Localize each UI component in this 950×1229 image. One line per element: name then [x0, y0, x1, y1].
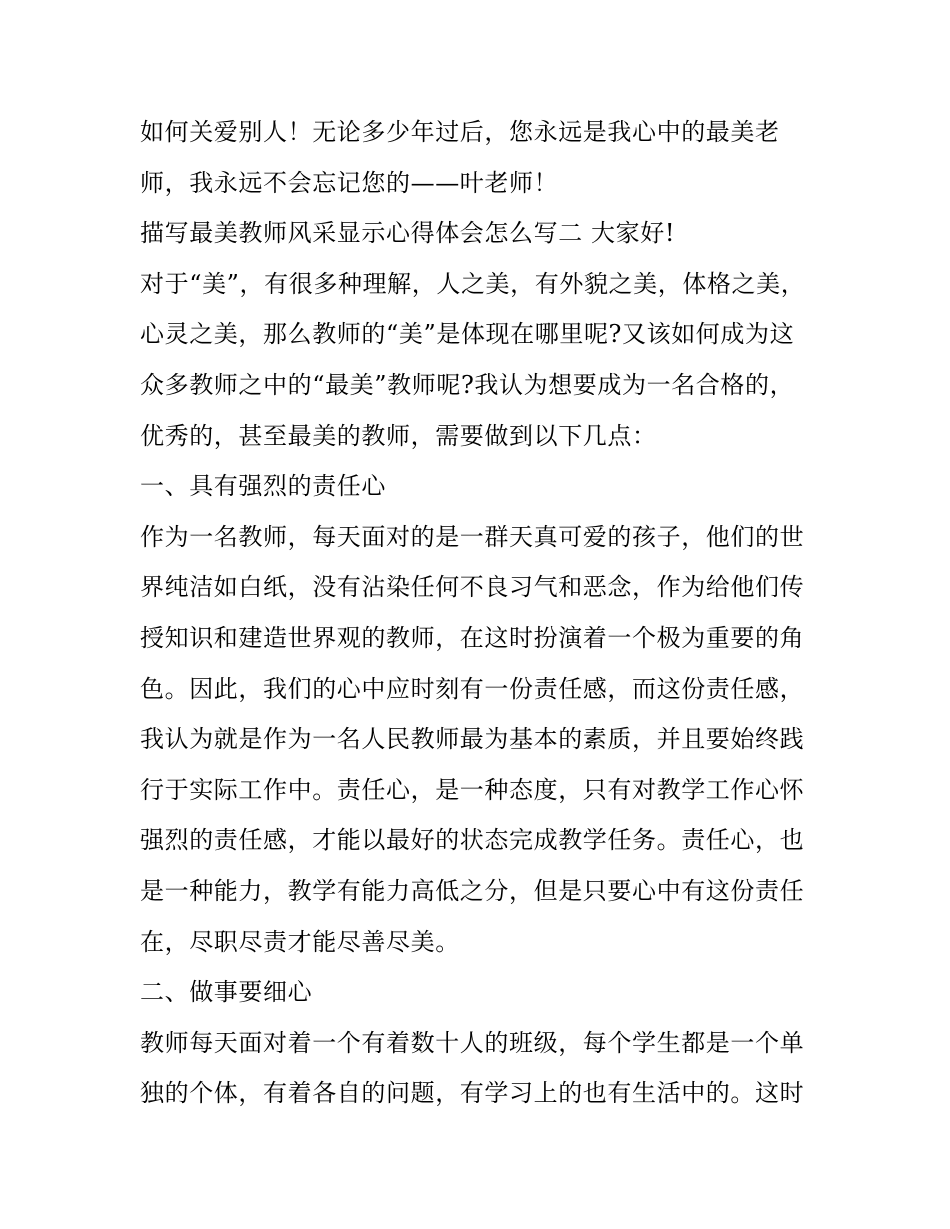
text-line: 众多教师之中的“最美”教师呢?我认为想要成为一名合格的，	[140, 370, 795, 399]
document-body	[140, 107, 820, 1119]
text-line: 师，我永远不会忘记您的——叶老师！	[140, 168, 559, 197]
text-line: 我认为就是作为一名人民教师最为基本的素质，并且要始终践	[140, 725, 805, 754]
text-line: 作为一名教师，每天面对的是一群天真可爱的孩子，他们的世	[140, 522, 805, 551]
text-line: 如何关爱别人！无论多少年过后，您永远是我心中的最美老	[140, 118, 780, 146]
text-line: 优秀的，甚至最美的教师，需要做到以下几点：	[140, 421, 657, 450]
text-line: 是一种能力，教学有能力高低之分，但是只要心中有这份责任	[140, 876, 805, 905]
section-heading: 一、具有强烈的责任心	[140, 472, 386, 501]
section-heading: 描写最美教师风采显示心得体会怎么写二 大家好!	[140, 219, 676, 248]
section-heading: 二、做事要细心	[140, 978, 313, 1007]
text-line: 对于“美”，有很多种理解，人之美，有外貌之美，体格之美，	[140, 269, 806, 298]
text-line: 在，尽职尽责才能尽善尽美。	[140, 927, 460, 956]
text-line: 心灵之美，那么教师的“美”是体现在哪里呢?又该如何成为这	[140, 320, 795, 349]
text-line: 行于实际工作中。责任心，是一种态度，只有对教学工作心怀	[140, 775, 805, 804]
text-line: 色。因此，我们的心中应时刻有一份责任感，而这份责任感，	[140, 674, 805, 703]
text-line: 强烈的责任感，才能以最好的状态完成教学任务。责任心，也	[140, 826, 805, 855]
text-line: 教师每天面对着一个有着数十人的班级，每个学生都是一个单	[140, 1028, 805, 1057]
text-line: 界纯洁如白纸，没有沾染任何不良习气和恶念，作为给他们传	[140, 573, 805, 602]
text-line: 独的个体，有着各自的问题，有学习上的也有生活中的。这时	[140, 1079, 805, 1108]
text-line: 授知识和建造世界观的教师，在这时扮演着一个极为重要的角	[140, 623, 805, 652]
